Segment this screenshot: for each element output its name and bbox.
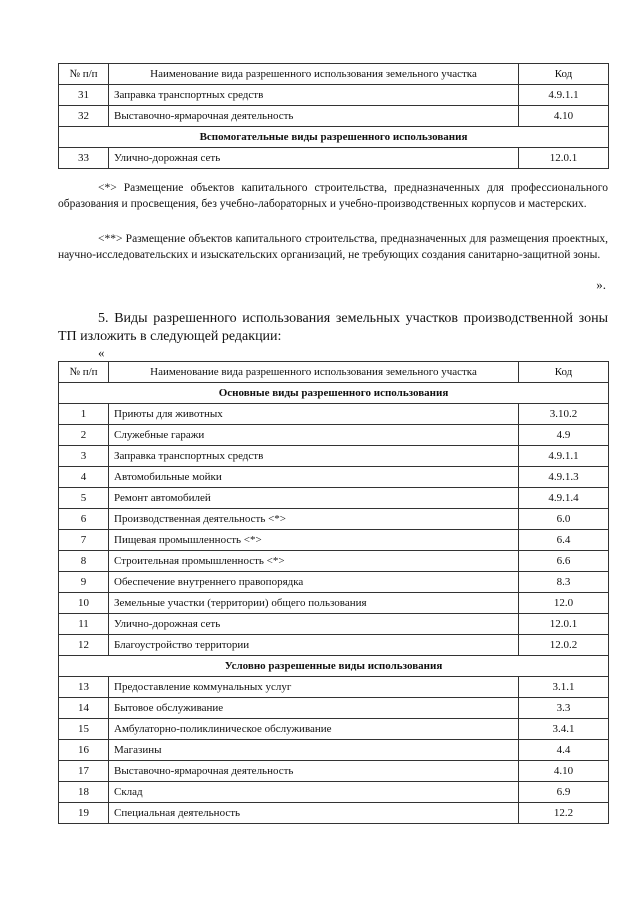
row-code: 4.9 [519, 425, 609, 446]
row-number: 10 [59, 593, 109, 614]
table-row [59, 677, 609, 698]
table-header-row [59, 362, 609, 383]
row-number: 32 [59, 106, 109, 127]
row-code: 3.3 [519, 698, 609, 719]
row-number: 5 [59, 488, 109, 509]
row-name: Заправка транспортных средств [109, 85, 519, 106]
row-code: 3.10.2 [519, 404, 609, 425]
table-row [59, 148, 609, 169]
table-row [59, 530, 609, 551]
section-row-main [59, 383, 609, 404]
row-name: Служебные гаражи [109, 425, 519, 446]
row-number: 11 [59, 614, 109, 635]
row-code: 6.9 [519, 782, 609, 803]
row-number: 31 [59, 85, 109, 106]
row-name: Магазины [109, 740, 519, 761]
table-row [59, 509, 609, 530]
row-name: Производственная деятельность <*> [109, 509, 519, 530]
table-continuation [58, 63, 609, 169]
row-number: 16 [59, 740, 109, 761]
table-row [59, 467, 609, 488]
row-number: 18 [59, 782, 109, 803]
row-code: 4.4 [519, 740, 609, 761]
col-header-number: № п/п [59, 362, 109, 383]
row-code: 12.0.2 [519, 635, 609, 656]
row-number: 3 [59, 446, 109, 467]
closing-quote: ». [596, 277, 606, 292]
row-code: 4.10 [519, 106, 609, 127]
row-code: 6.4 [519, 530, 609, 551]
section-title: Основные виды разрешенного использования [59, 383, 609, 404]
row-name: Пищевая промышленность <*> [109, 530, 519, 551]
row-code: 6.0 [519, 509, 609, 530]
row-code: 12.0.1 [519, 148, 609, 169]
row-name: Приюты для животных [109, 404, 519, 425]
row-name: Благоустройство территории [109, 635, 519, 656]
item-5-text: 5. Виды разрешенного использования земельных участков производственной зоны ТП изложить в следующей редакции: [58, 311, 608, 344]
row-code: 12.0.1 [519, 614, 609, 635]
table-row [59, 740, 609, 761]
row-number: 7 [59, 530, 109, 551]
col-header-code: Код [519, 362, 609, 383]
table-row [59, 782, 609, 803]
section-title: Условно разрешенные виды использования [59, 656, 609, 677]
row-number: 19 [59, 803, 109, 824]
col-header-number: № п/п [59, 64, 109, 85]
row-number: 2 [59, 425, 109, 446]
row-name: Обеспечение внутреннего правопорядка [109, 572, 519, 593]
row-code: 4.9.1.1 [519, 85, 609, 106]
table-row [59, 572, 609, 593]
row-name: Улично-дорожная сеть [109, 614, 519, 635]
section-title: Вспомогательные виды разрешенного использования [59, 127, 609, 148]
table-row [59, 425, 609, 446]
row-number: 1 [59, 404, 109, 425]
row-code: 3.1.1 [519, 677, 609, 698]
row-code: 8.3 [519, 572, 609, 593]
row-name: Заправка транспортных средств [109, 446, 519, 467]
table-row [59, 761, 609, 782]
table-row [59, 698, 609, 719]
col-header-code: Код [519, 64, 609, 85]
row-code: 4.9.1.3 [519, 467, 609, 488]
col-header-name: Наименование вида разрешенного использования земельного участка [109, 64, 519, 85]
row-code: 12.2 [519, 803, 609, 824]
row-name: Склад [109, 782, 519, 803]
row-name: Амбулаторно-поликлиническое обслуживание [109, 719, 519, 740]
table-row [59, 593, 609, 614]
footnote-1: <*> Размещение объектов капитального строительства, предназначенных для профессионального образования и просвещения, без учебно-лабораторных и учебно-производственных корпусов и мастерских. [58, 182, 608, 210]
row-code: 4.10 [519, 761, 609, 782]
row-number: 33 [59, 148, 109, 169]
section-row-auxiliary [59, 127, 609, 148]
row-name: Предоставление коммунальных услуг [109, 677, 519, 698]
row-name: Выставочно-ярмарочная деятельность [109, 106, 519, 127]
row-name: Земельные участки (территории) общего пользования [109, 593, 519, 614]
table-row [59, 719, 609, 740]
row-code: 4.9.1.1 [519, 446, 609, 467]
row-name: Специальная деятельность [109, 803, 519, 824]
row-code: 6.6 [519, 551, 609, 572]
col-header-name: Наименование вида разрешенного использования земельного участка [109, 362, 519, 383]
section-row-conditional [59, 656, 609, 677]
row-number: 15 [59, 719, 109, 740]
row-name: Улично-дорожная сеть [109, 148, 519, 169]
row-name: Выставочно-ярмарочная деятельность [109, 761, 519, 782]
row-number: 13 [59, 677, 109, 698]
table-row [59, 404, 609, 425]
table-header-row [59, 64, 609, 85]
table-production-zone [58, 361, 609, 824]
table-row [59, 85, 609, 106]
table-row [59, 635, 609, 656]
table-row [59, 551, 609, 572]
footnote-2: <**> Размещение объектов капитального строительства, предназначенных для размещения проектных, научно-исследовательских и изыскательских организаций, не требующих создания санитарно-защитной зоны. [58, 233, 608, 261]
opening-quote: « [98, 345, 105, 360]
row-name: Бытовое обслуживание [109, 698, 519, 719]
table-row [59, 446, 609, 467]
table-row [59, 488, 609, 509]
row-number: 6 [59, 509, 109, 530]
table-row [59, 803, 609, 824]
row-code: 12.0 [519, 593, 609, 614]
row-number: 4 [59, 467, 109, 488]
row-number: 8 [59, 551, 109, 572]
table-row [59, 106, 609, 127]
row-number: 12 [59, 635, 109, 656]
row-name: Автомобильные мойки [109, 467, 519, 488]
row-number: 17 [59, 761, 109, 782]
row-code: 3.4.1 [519, 719, 609, 740]
row-name: Ремонт автомобилей [109, 488, 519, 509]
row-number: 9 [59, 572, 109, 593]
row-code: 4.9.1.4 [519, 488, 609, 509]
row-name: Строительная промышленность <*> [109, 551, 519, 572]
row-number: 14 [59, 698, 109, 719]
table-row [59, 614, 609, 635]
